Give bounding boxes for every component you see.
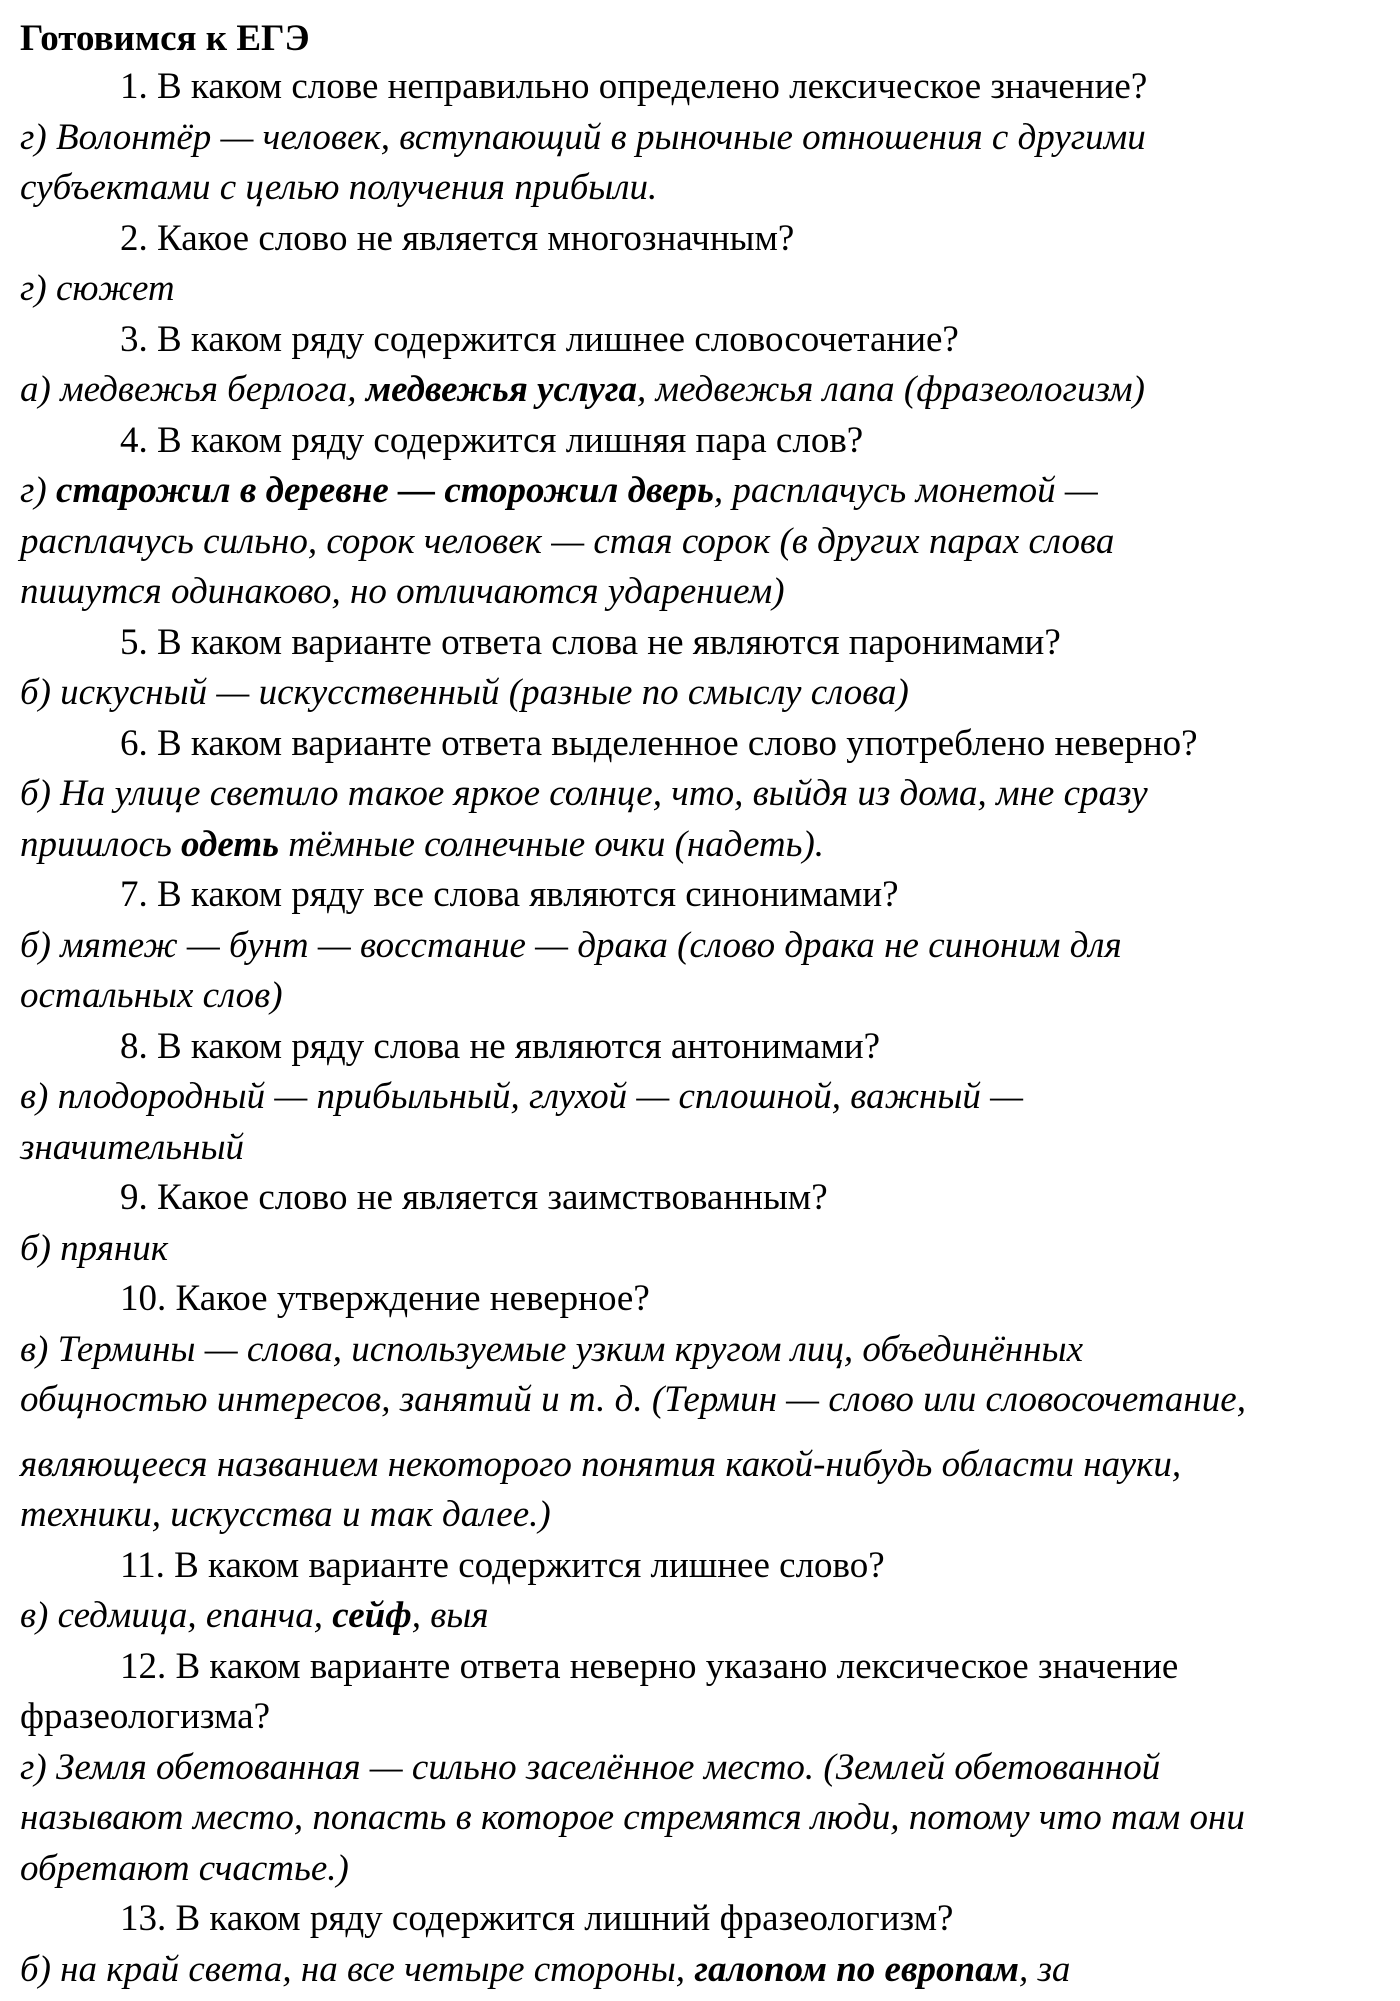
answer-line	[20, 1844, 1390, 1895]
answer-line	[20, 163, 1390, 214]
answer-text: пишутся одинаково, но отличаются ударением)	[20, 571, 785, 612]
question-3: 3. В каком ряду содержится лишнее словосочетание?	[120, 318, 959, 360]
page-title: Готовимся к ЕГЭ	[20, 18, 310, 59]
answer-3	[20, 365, 1390, 416]
answer-line	[20, 1123, 1390, 1174]
answer-text: б) На улице светило такое яркое солнце, что, выйдя из дома, мне сразу	[20, 773, 1148, 814]
highlighted-term: медвежья услуга	[365, 369, 637, 410]
answer-line	[20, 1375, 1390, 1426]
answer-line	[20, 971, 1390, 1022]
answer-text: в) Термины — слова, используемые узким кругом лиц, объединённых	[20, 1328, 1084, 1370]
answer-text: пришлось	[20, 823, 182, 865]
question-list	[20, 62, 1390, 1995]
answer-text: , расплачусь монетой —	[713, 470, 1098, 511]
answer-line	[20, 1793, 1390, 1844]
answer-text: остальных слов)	[20, 975, 283, 1016]
question-7: 7. В каком ряду все слова являются синонимами?	[120, 874, 899, 915]
answer-text: б) искусный — искусственный (разные по смыслу слова)	[20, 672, 909, 713]
answer-text: г) Земля обетованная — сильно заселённое место. (Землей обетованной	[20, 1746, 1161, 1788]
question-4: 4. В каком ряду содержится лишняя пара слов?	[120, 419, 864, 461]
answer-text: значительный	[20, 1126, 245, 1168]
answer-line	[20, 921, 1390, 972]
answer-text: являющееся названием некоторого понятия какой-нибудь области науки,	[20, 1443, 1182, 1485]
answer-text: б) мятеж — бунт — восстание — драка (слово драка не синоним для	[20, 924, 1122, 966]
answer-9	[20, 1224, 1390, 1275]
answer-2	[20, 264, 1390, 315]
question-12: 12. В каком варианте ответа неверно указано лексическое значение фразеологизма?	[20, 1645, 1179, 1737]
question-8: 8. В каком ряду слова не являются антонимами?	[120, 1025, 881, 1067]
answer-line	[20, 820, 1390, 871]
answer-text: , за	[1018, 1948, 1071, 1990]
answer-text: называют место, попасть в которое стремятся люди, потому что там они	[20, 1797, 1245, 1838]
answer-13	[20, 1945, 1390, 1996]
answer-text: г) сюжет	[20, 268, 175, 309]
answer-7	[20, 921, 1390, 1022]
answer-6	[20, 769, 1390, 870]
question-13: 13. В каком ряду содержится лишний фразеологизм?	[120, 1898, 954, 1939]
document-page	[20, 16, 1390, 1995]
highlighted-term: сейф	[332, 1595, 412, 1636]
answer-text: расплачусь сильно, сорок человек — стая сорок (в других парах слова	[20, 520, 1115, 562]
answer-8	[20, 1072, 1390, 1173]
question-9: 9. Какое слово не является заимствованным?	[120, 1177, 828, 1218]
answer-text: в) плодородный — прибыльный, глухой — сплошной, важный —	[20, 1076, 1024, 1117]
answer-line	[20, 668, 1390, 719]
answer-1	[20, 113, 1390, 214]
answer-4	[20, 466, 1390, 618]
answer-11	[20, 1591, 1390, 1642]
question-2: 2. Какое слово не является многозначным?	[120, 217, 795, 259]
answer-line	[20, 1224, 1390, 1275]
answer-line	[20, 1743, 1390, 1794]
answer-text: , медвежья лапа (фразеологизм)	[636, 369, 1145, 410]
answer-line	[20, 1440, 1390, 1491]
answer-line	[20, 1490, 1390, 1541]
answer-line	[20, 1072, 1390, 1123]
answer-line	[20, 466, 1390, 517]
answer-line	[20, 1945, 1390, 1996]
answer-text: тёмные солнечные очки (надеть).	[279, 823, 825, 865]
question-10: 10. Какое утверждение неверное?	[120, 1278, 650, 1319]
answer-text: обретают счастье.)	[20, 1847, 349, 1889]
answer-line	[20, 769, 1390, 820]
answer-12	[20, 1743, 1390, 1895]
answer-line	[20, 517, 1390, 568]
answer-text: б) на край света, на все четыре стороны,	[20, 1948, 695, 1990]
answer-line	[20, 365, 1390, 416]
question-6: 6. В каком варианте ответа выделенное слово употреблено неверно?	[120, 722, 1198, 764]
answer-text: г)	[20, 470, 57, 511]
answer-10	[20, 1325, 1390, 1541]
answer-text: б) пряник	[20, 1227, 169, 1269]
highlighted-term: одеть	[181, 823, 280, 865]
answer-text: субъектами с целью получения прибыли.	[20, 167, 658, 208]
question-1: 1. В каком слове неправильно определено лексическое значение?	[120, 66, 1148, 107]
answer-text: общностью интересов, занятий и т. д. (Термин — слово или словосочетание,	[20, 1379, 1246, 1420]
answer-text: техники, искусства и так далее.)	[20, 1494, 551, 1535]
highlighted-term: галопом по европам	[694, 1948, 1019, 1990]
answer-line	[20, 264, 1390, 315]
question-11: 11. В каком варианте содержится лишнее слово?	[120, 1544, 885, 1586]
answer-text: г) Волонтёр — человек, вступающий в рыночные отношения с другими	[20, 116, 1146, 158]
answer-line	[20, 567, 1390, 618]
answer-line	[20, 113, 1390, 164]
answer-text: а) медвежья берлога,	[20, 369, 366, 410]
highlighted-term: старожил в деревне — сторожил дверь	[56, 470, 714, 511]
answer-line	[20, 1325, 1390, 1376]
answer-text: в) седмица, епанча,	[20, 1595, 333, 1636]
question-5: 5. В каком варианте ответа слова не являются паронимами?	[120, 621, 1061, 663]
answer-5	[20, 668, 1390, 719]
answer-text: , выя	[411, 1595, 489, 1636]
answer-line	[20, 1591, 1390, 1642]
